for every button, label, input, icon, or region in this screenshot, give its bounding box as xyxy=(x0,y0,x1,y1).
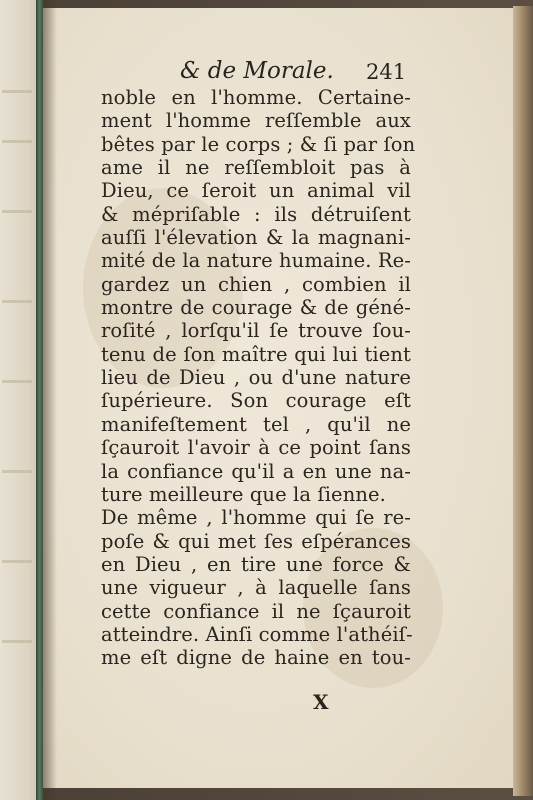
text-line: gardez un chien , combien il xyxy=(101,272,411,296)
text-line: lieu de Dieu , ou d'une nature xyxy=(101,366,411,390)
text-line: ſçauroit l'avoir à ce point ſans xyxy=(101,436,411,460)
text-line: me eſt digne de haine en tou- xyxy=(101,646,411,670)
text-line: ture meilleure que la ſienne. xyxy=(101,482,386,506)
text-line: auſſi l'élevation & la magnani- xyxy=(101,226,411,250)
text-line: Dieu, ce ſeroit un animal vil xyxy=(101,179,411,203)
text-line: la confiance qu'il a en une na- xyxy=(101,459,411,483)
text-line: bêtes par le corps ; & ſi par ſon xyxy=(101,132,416,156)
text-line: ame il ne reſſembloit pas à xyxy=(101,156,411,180)
text-line: montre de courage & de géné- xyxy=(101,296,411,320)
text-line: ment l'homme reſſemble aux xyxy=(101,109,411,133)
binding-gutter xyxy=(36,0,43,800)
running-head: & de Morale. xyxy=(180,58,334,84)
text-line: manifeſtement tel , qu'il ne xyxy=(101,412,411,436)
text-line: roſité , lorſqu'il ſe trouve ſou- xyxy=(101,319,411,343)
page-fore-edge xyxy=(513,6,533,796)
text-line: ſupérieure. Son courage eſt xyxy=(101,389,411,413)
text-line: atteindre. Ainſi comme l'athéiſ- xyxy=(101,622,413,646)
text-line: De même , l'homme qui ſe re- xyxy=(101,506,411,530)
text-line: tenu de ſon maître qui lui tient xyxy=(101,342,411,366)
page-number: 241 xyxy=(366,60,407,84)
text-line: cette confiance il ne ſçauroit xyxy=(101,599,411,623)
text-line: noble en l'homme. Certaine- xyxy=(101,86,411,109)
text-line: & mépriſable : ils détruiſent xyxy=(101,202,411,226)
signature-mark: X xyxy=(313,690,329,714)
facing-page-edge xyxy=(0,0,40,800)
body-text xyxy=(101,86,416,670)
text-line: en Dieu , en tire une force & xyxy=(101,552,411,576)
text-line: mité de la nature humaine. Re- xyxy=(101,249,412,273)
text-line: une vigueur , à laquelle ſans xyxy=(101,576,411,600)
text-line: poſe & qui met ſes eſpérances xyxy=(101,529,411,553)
gutter-shadow xyxy=(43,0,57,800)
